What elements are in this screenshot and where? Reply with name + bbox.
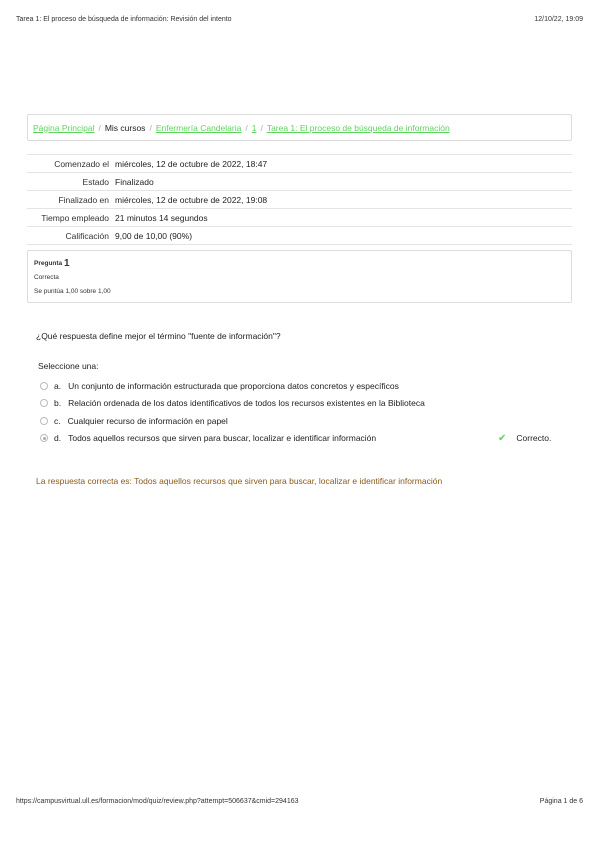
- summary-value: miércoles, 12 de octubre de 2022, 19:08: [115, 194, 268, 205]
- question-number-label: Pregunta: [34, 259, 63, 267]
- answer-prompt: Seleccione una:: [38, 361, 99, 371]
- answer-option-a[interactable]: [40, 377, 570, 395]
- question-number-value: 1: [63, 257, 70, 269]
- breadcrumb-quiz-link[interactable]: Tarea 1: El proceso de búsqueda de información: [266, 122, 450, 133]
- summary-label: Tiempo empleado: [41, 212, 109, 223]
- radio-button[interactable]: [40, 417, 48, 425]
- summary-label: Estado: [82, 176, 109, 187]
- feedback-text: Correcto.: [516, 433, 552, 444]
- breadcrumb: [27, 114, 572, 141]
- summary-label: Calificación: [65, 230, 109, 241]
- print-header-datetime: 12/10/22, 19:09: [534, 16, 583, 23]
- check-icon: ✔: [498, 432, 507, 444]
- summary-value: Finalizado: [115, 176, 154, 187]
- radio-button[interactable]: [40, 399, 48, 407]
- print-header: [16, 16, 583, 28]
- answer-letter: d.: [54, 433, 62, 444]
- answer-letter: c.: [54, 415, 61, 426]
- print-footer: [16, 798, 583, 810]
- summary-label: Finalizado en: [58, 194, 109, 205]
- print-footer-url: https://campusvirtual.ull.es/formacion/mod/quiz/review.php?attempt=506637&cmid=294163: [16, 798, 299, 805]
- answer-option-b[interactable]: [40, 395, 570, 413]
- summary-row: [27, 191, 572, 209]
- breadcrumb-separator: /: [260, 122, 263, 133]
- summary-label: Comenzado el: [54, 158, 109, 169]
- breadcrumb-separator: /: [149, 122, 152, 133]
- summary-row: [27, 173, 572, 191]
- question-text: ¿Qué respuesta define mejor el término "fuente de información"?: [36, 331, 281, 341]
- print-footer-page: Página 1 de 6: [539, 798, 583, 805]
- answer-text: Un conjunto de información estructurada que proporciona datos concretos y específicos: [68, 380, 399, 391]
- answer-option-d[interactable]: [40, 430, 570, 448]
- answer-feedback: [498, 433, 551, 444]
- answer-letter: b.: [54, 398, 62, 409]
- breadcrumb-my-courses: Mis cursos: [104, 122, 146, 133]
- summary-value: 9,00 de 10,00 (90%): [115, 230, 193, 241]
- breadcrumb-separator: /: [245, 122, 248, 133]
- summary-value: 21 minutos 14 segundos: [115, 212, 208, 223]
- question-state: Correcta: [34, 273, 59, 281]
- attempt-summary-table: [27, 154, 572, 245]
- summary-value: miércoles, 12 de octubre de 2022, 18:47: [115, 158, 268, 169]
- right-answer: La respuesta correcta es: Todos aquellos recursos que sirven para buscar, localizar e identificar información: [36, 476, 443, 486]
- radio-button[interactable]: [40, 382, 48, 390]
- question-info-box: [27, 250, 572, 303]
- answer-text: Relación ordenada de los datos identificativos de todos los recursos existentes en la Biblioteca: [68, 398, 425, 409]
- print-header-title: Tarea 1: El proceso de búsqueda de información: Revisión del intento: [16, 16, 232, 23]
- question-number: [34, 256, 565, 270]
- radio-button-checked[interactable]: [40, 434, 48, 442]
- breadcrumb-course-link[interactable]: Enfermería Candelaria: [155, 122, 242, 133]
- breadcrumb-home-link[interactable]: Página Principal: [33, 122, 95, 133]
- answer-option-c[interactable]: [40, 412, 570, 430]
- answer-text: Cualquier recurso de información en papel: [67, 415, 228, 426]
- answer-text: Todos aquellos recursos que sirven para buscar, localizar e identificar información: [68, 433, 377, 444]
- summary-row: [27, 227, 572, 245]
- summary-row: [27, 155, 572, 173]
- answer-list: [40, 377, 570, 447]
- breadcrumb-separator: /: [98, 122, 101, 133]
- summary-row: [27, 209, 572, 227]
- answer-letter: a.: [54, 380, 62, 391]
- question-grade: Se puntúa 1,00 sobre 1,00: [34, 287, 111, 295]
- breadcrumb-section-link[interactable]: 1: [251, 122, 257, 133]
